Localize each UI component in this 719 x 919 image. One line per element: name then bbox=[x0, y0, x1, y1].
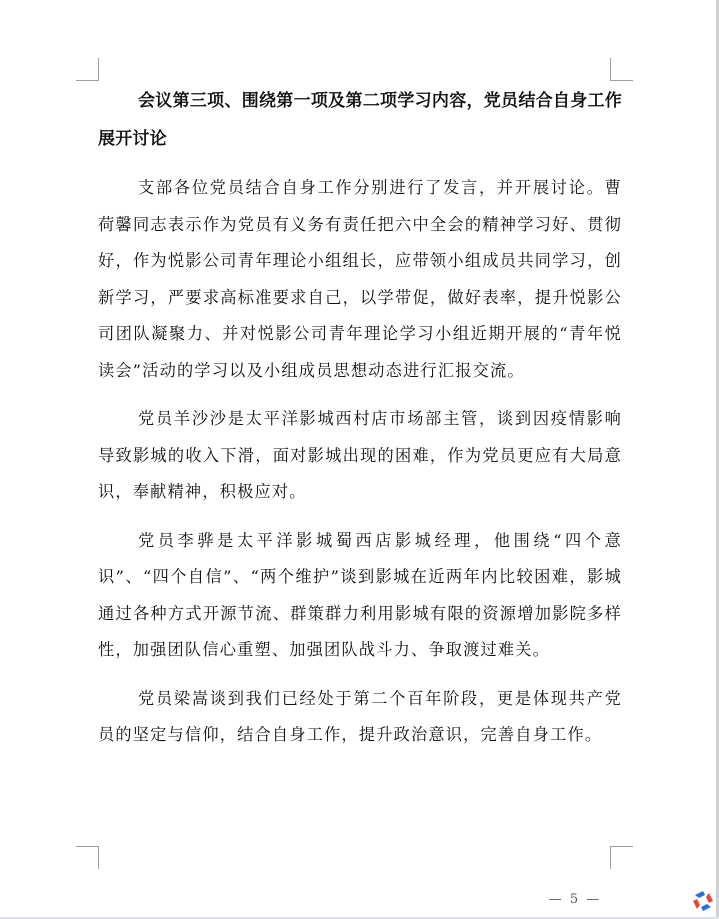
crop-mark-top-right bbox=[610, 58, 633, 81]
paragraph-1: 支部各位党员结合自身工作分别进行了发言，并开展讨论。曹荷馨同志表示作为党员有义务有责任把六中全会的精神学习好、贯彻好，作为悦影公司青年理论小组组长，应带领小组成员共同学习，创新学习，严要求高标准要求自己，以学带促，做好表率，提升悦影公司团队凝聚力、并对悦影公司青年理论学习小组近期开展的“青年悦读会”活动的学习以及小组成员思想动态进行汇报交流。 bbox=[98, 178, 622, 380]
paragraph-3: 党员李骅是太平洋影城蜀西店影城经理，他围绕“四个意识”、“四个自信”、“两个维护”谈到影城在近两年内比较困难，影城通过各种方式开源节流、群策群力利用影城有限的资源增加影院多样性，加强团队信心重塑、加强团队战斗力、争取渡过难关。 bbox=[98, 530, 622, 659]
page-number: — 5 — bbox=[548, 892, 602, 907]
paragraph-4: 党员梁嵩谈到我们已经处于第二个百年阶段，更是体现共产党员的坚定与信仰，结合自身工作，提升政治意识，完善自身工作。 bbox=[98, 688, 622, 744]
crop-mark-top-left bbox=[76, 58, 99, 81]
crop-mark-bottom-right bbox=[610, 846, 633, 869]
paragraph-2: 党员羊沙沙是太平洋影城西村店市场部主管，谈到因疫情影响导致影城的收入下滑，面对影城出现的困难，作为党员更应有大局意识，奉献精神，积极应对。 bbox=[98, 409, 622, 501]
document-body bbox=[98, 82, 622, 754]
wps-logo-icon[interactable] bbox=[691, 889, 715, 913]
crop-mark-bottom-left bbox=[76, 846, 99, 869]
section-heading: 会议第三项、围绕第一项及第二项学习内容，党员结合自身工作展开讨论 bbox=[98, 91, 622, 149]
